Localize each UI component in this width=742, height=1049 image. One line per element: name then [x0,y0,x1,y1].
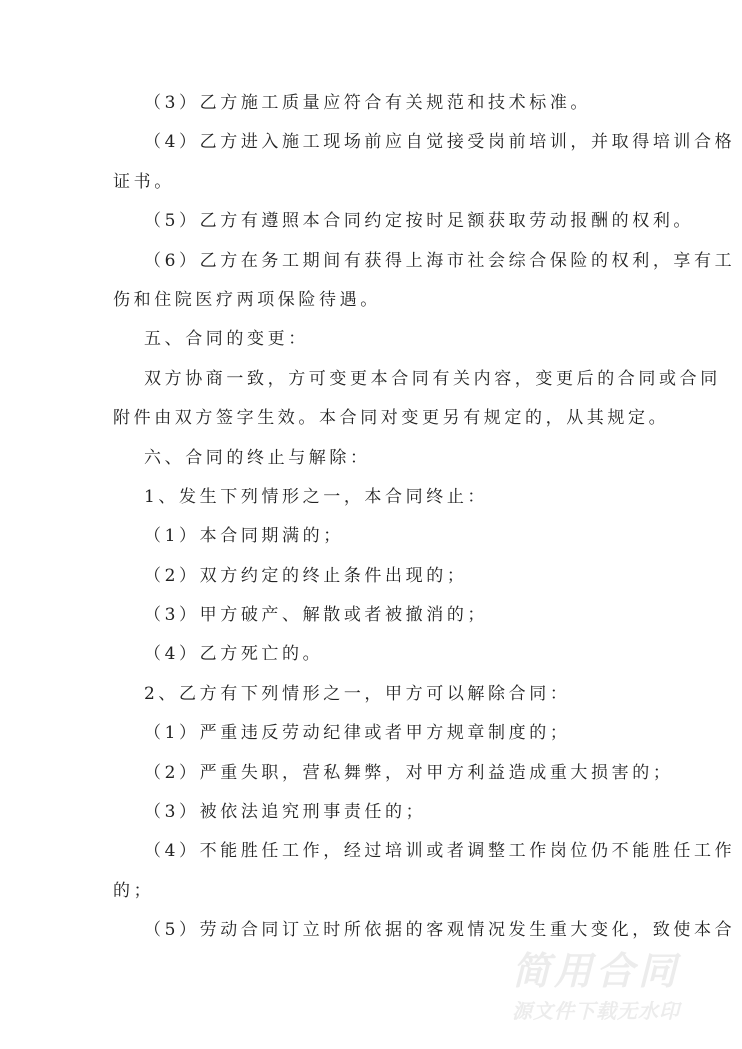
text-line: 六、合同的终止与解除： [144,447,371,468]
text-line: 附件由双方签字生效。本合同对变更另有规定的，从其规定。 [113,408,670,429]
paragraph [113,797,673,836]
text-line: （5）乙方有遵照本合同约定按时足额获取劳动报酬的权利。 [144,211,695,232]
text-line: 伤和住院医疗两项保险待遇。 [113,289,381,310]
paragraph [113,679,673,718]
text-line: 双方协商一致，方可变更本合同有关内容，变更后的合同或合同 [144,368,721,389]
paragraph [113,88,673,127]
text-line: （4）不能胜任工作，经过培训或者调整工作岗位仍不能胜任工作 [144,841,736,862]
paragraph [113,127,736,206]
paragraph [113,443,673,482]
text-line: 证书。 [113,171,175,192]
text-line: （1）严重违反劳动纪律或者甲方规章制度的； [144,723,571,744]
text-line: 1、发生下列情形之一，本合同终止： [144,486,489,507]
text-line: （3）乙方施工质量应符合有关规范和技术标准。 [144,93,592,113]
paragraph [113,324,673,363]
document-body [113,88,736,955]
paragraph [113,246,736,325]
text-line: （3）被依法追究刑事责任的； [144,802,427,823]
text-line: （4）乙方死亡的。 [144,644,324,665]
text-line: （5）劳动合同订立时所依据的客观情况发生重大变化，致使本合 [144,920,736,941]
text-line: （2）严重失职，营私舞弊，对甲方利益造成重大损害的； [144,762,674,783]
paragraph [113,364,721,443]
text-line: （6）乙方在务工期间有获得上海市社会综合保险的权利，享有工 [144,250,736,271]
text-line: （3）甲方破产、解散或者被撤消的； [144,605,489,626]
paragraph [113,482,673,521]
paragraph [113,718,673,757]
text-line: （4）乙方进入施工现场前应自觉接受岗前培训，并取得培训合格 [144,132,736,153]
text-line: （1）本合同期满的； [144,526,344,547]
paragraph [113,521,673,560]
watermark-title: 简用合同 [512,949,681,993]
paragraph [113,758,673,797]
text-line: 的； [113,880,155,901]
watermark-subtitle: 源文件下载无水印 [512,999,680,1023]
paragraph [113,561,673,600]
text-line: 五、合同的变更： [144,329,309,350]
text-line: 2、乙方有下列情形之一，甲方可以解除合同： [144,683,571,704]
paragraph [113,836,736,915]
paragraph [113,600,673,639]
paragraph [113,206,695,245]
paragraph [113,639,673,678]
text-line: （2）双方约定的终止条件出现的； [144,565,468,586]
